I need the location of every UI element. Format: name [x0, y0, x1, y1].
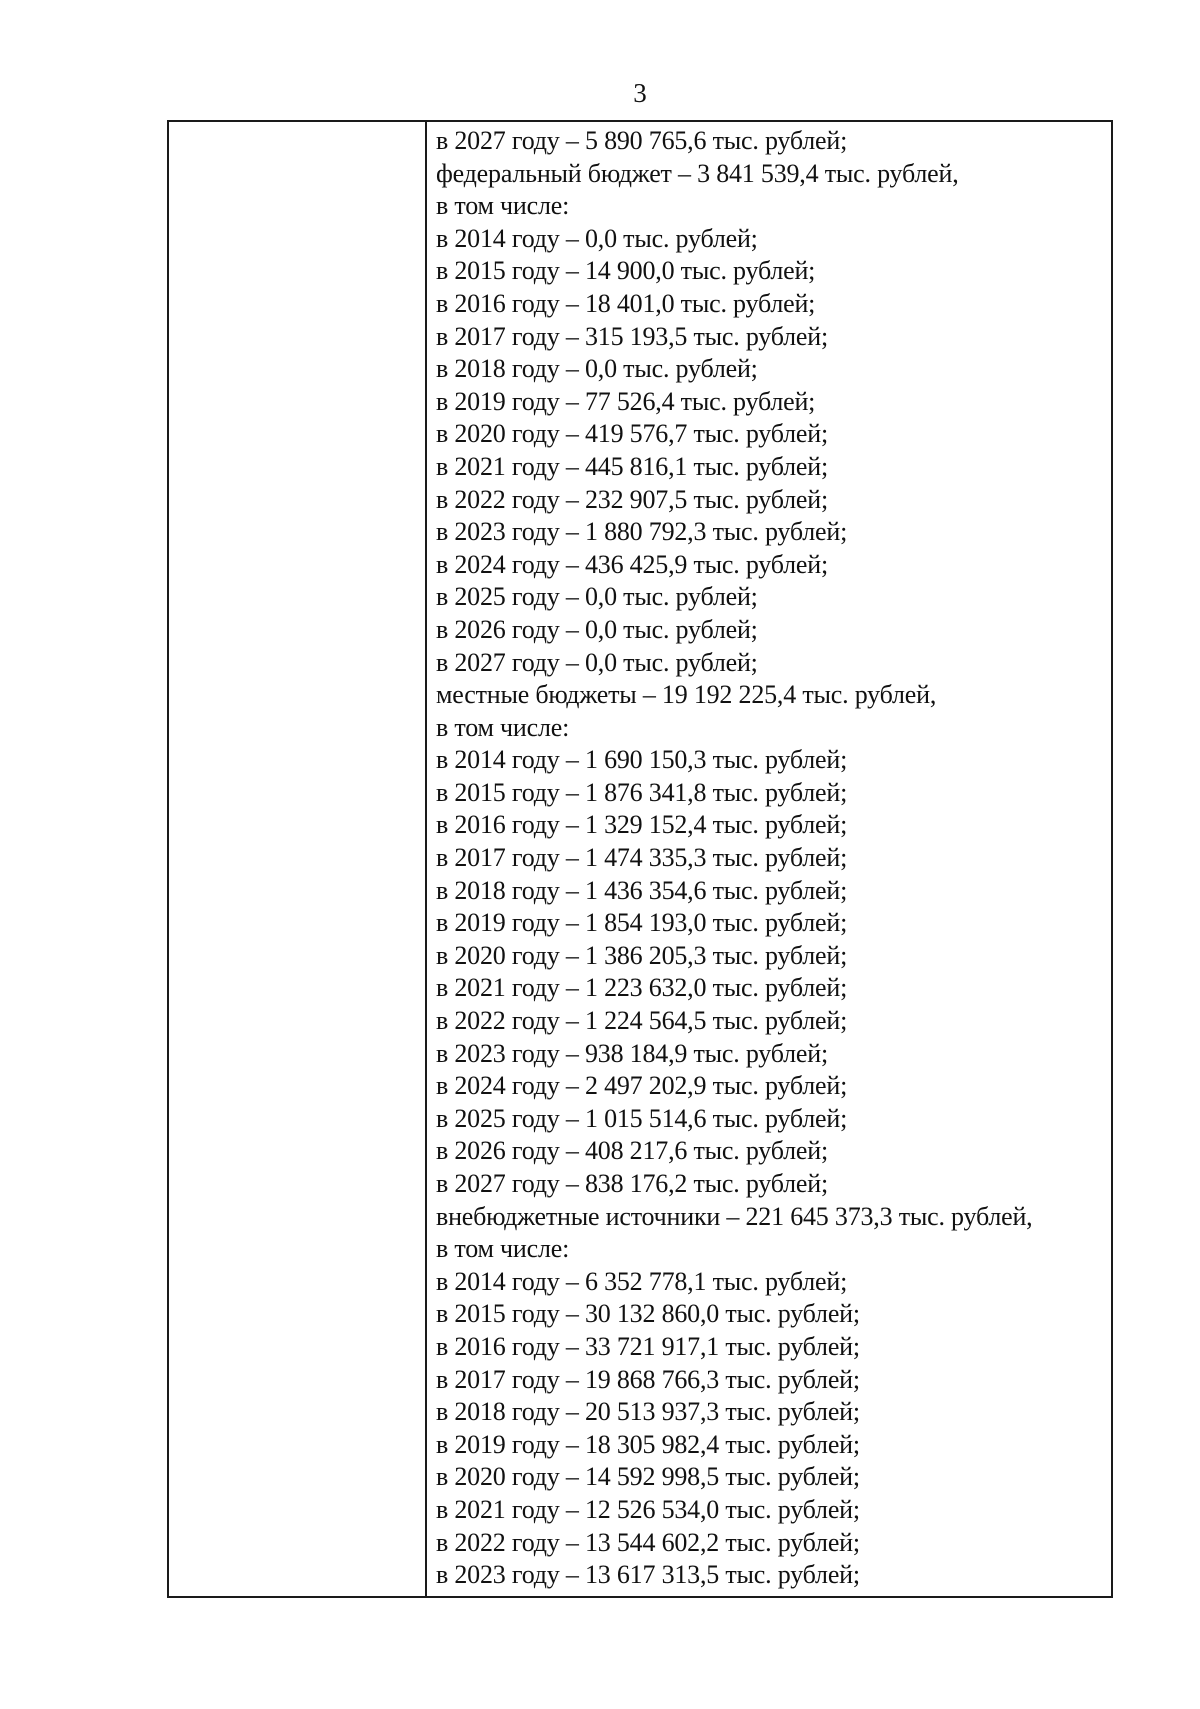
funding-line: в 2017 году – 1 474 335,3 тыс. рублей;	[436, 843, 848, 873]
funding-line: в 2015 году – 1 876 341,8 тыс. рублей;	[436, 777, 848, 807]
funding-line: в 2014 году – 1 690 150,3 тыс. рублей;	[436, 745, 848, 775]
funding-line: в 2015 году – 14 900,0 тыс. рублей;	[436, 256, 816, 286]
funding-line: в 2027 году – 838 176,2 тыс. рублей;	[436, 1169, 828, 1198]
funding-line: в 2024 году – 2 497 202,9 тыс. рублей;	[436, 1071, 848, 1101]
funding-line: местные бюджеты – 19 192 225,4 тыс. рублей,	[436, 680, 937, 710]
funding-line: в 2021 году – 1 223 632,0 тыс. рублей;	[436, 973, 848, 1003]
funding-line: в 2026 году – 408 217,6 тыс. рублей;	[436, 1136, 828, 1166]
funding-line: в 2016 году – 33 721 917,1 тыс. рублей;	[436, 1331, 860, 1361]
funding-line: в 2018 году – 1 436 354,6 тыс. рублей;	[436, 875, 848, 905]
funding-line: в 2016 году – 1 329 152,4 тыс. рублей;	[436, 810, 848, 840]
table-left-cell	[169, 122, 427, 1596]
funding-line: в 2019 году – 18 305 982,4 тыс. рублей;	[436, 1429, 860, 1459]
funding-line: в 2024 году – 436 425,9 тыс. рублей;	[436, 549, 828, 579]
funding-line: в 2022 году – 1 224 564,5 тыс. рублей;	[436, 1006, 848, 1036]
funding-line: в 2021 году – 12 526 534,0 тыс. рублей;	[436, 1494, 860, 1524]
funding-line: в 2026 году – 0,0 тыс. рублей;	[436, 614, 758, 644]
funding-line: в 2017 году – 19 868 766,3 тыс. рублей;	[436, 1364, 860, 1394]
funding-line: в 2020 году – 14 592 998,5 тыс. рублей;	[436, 1462, 860, 1492]
funding-line: в 2023 году – 938 184,9 тыс. рублей;	[436, 1038, 828, 1068]
funding-table	[167, 120, 1113, 1598]
funding-line: федеральный бюджет – 3 841 539,4 тыс. рублей,	[436, 158, 959, 188]
funding-line: в 2019 году – 1 854 193,0 тыс. рублей;	[436, 908, 848, 938]
table-right-cell	[427, 122, 1111, 1596]
funding-line: в 2025 году – 0,0 тыс. рублей;	[436, 582, 758, 612]
funding-line: в 2023 году – 13 617 313,5 тыс. рублей;	[436, 1560, 860, 1590]
funding-line: в 2014 году – 0,0 тыс. рублей;	[436, 223, 758, 253]
funding-line: в 2015 году – 30 132 860,0 тыс. рублей;	[436, 1299, 860, 1329]
funding-line: в 2018 году – 20 513 937,3 тыс. рублей;	[436, 1397, 860, 1427]
funding-line: в 2027 году – 5 890 765,6 тыс. рублей;	[436, 126, 848, 155]
funding-line: в 2014 году – 6 352 778,1 тыс. рублей;	[436, 1266, 848, 1296]
funding-line: в 2021 году – 445 816,1 тыс. рублей;	[436, 451, 828, 481]
funding-line: в 2022 году – 232 907,5 тыс. рублей;	[436, 484, 828, 514]
funding-line: в 2027 году – 0,0 тыс. рублей;	[436, 647, 758, 677]
funding-line: в том числе:	[436, 191, 570, 221]
funding-line: в 2020 году – 1 386 205,3 тыс. рублей;	[436, 940, 848, 970]
funding-line: в 2022 году – 13 544 602,2 тыс. рублей;	[436, 1527, 860, 1557]
funding-line: в том числе:	[436, 712, 570, 742]
funding-line: в том числе:	[436, 1234, 570, 1264]
funding-line: в 2016 году – 18 401,0 тыс. рублей;	[436, 288, 816, 318]
funding-line: в 2020 году – 419 576,7 тыс. рублей;	[436, 419, 828, 449]
funding-line: в 2019 году – 77 526,4 тыс. рублей;	[436, 386, 816, 416]
funding-line: в 2017 году – 315 193,5 тыс. рублей;	[436, 321, 828, 351]
funding-line: в 2018 году – 0,0 тыс. рублей;	[436, 354, 758, 384]
page-number: 3	[633, 78, 647, 108]
funding-line: в 2023 году – 1 880 792,3 тыс. рублей;	[436, 517, 848, 547]
funding-line: внебюджетные источники – 221 645 373,3 тыс. рублей,	[436, 1201, 1033, 1231]
funding-line: в 2025 году – 1 015 514,6 тыс. рублей;	[436, 1103, 848, 1133]
